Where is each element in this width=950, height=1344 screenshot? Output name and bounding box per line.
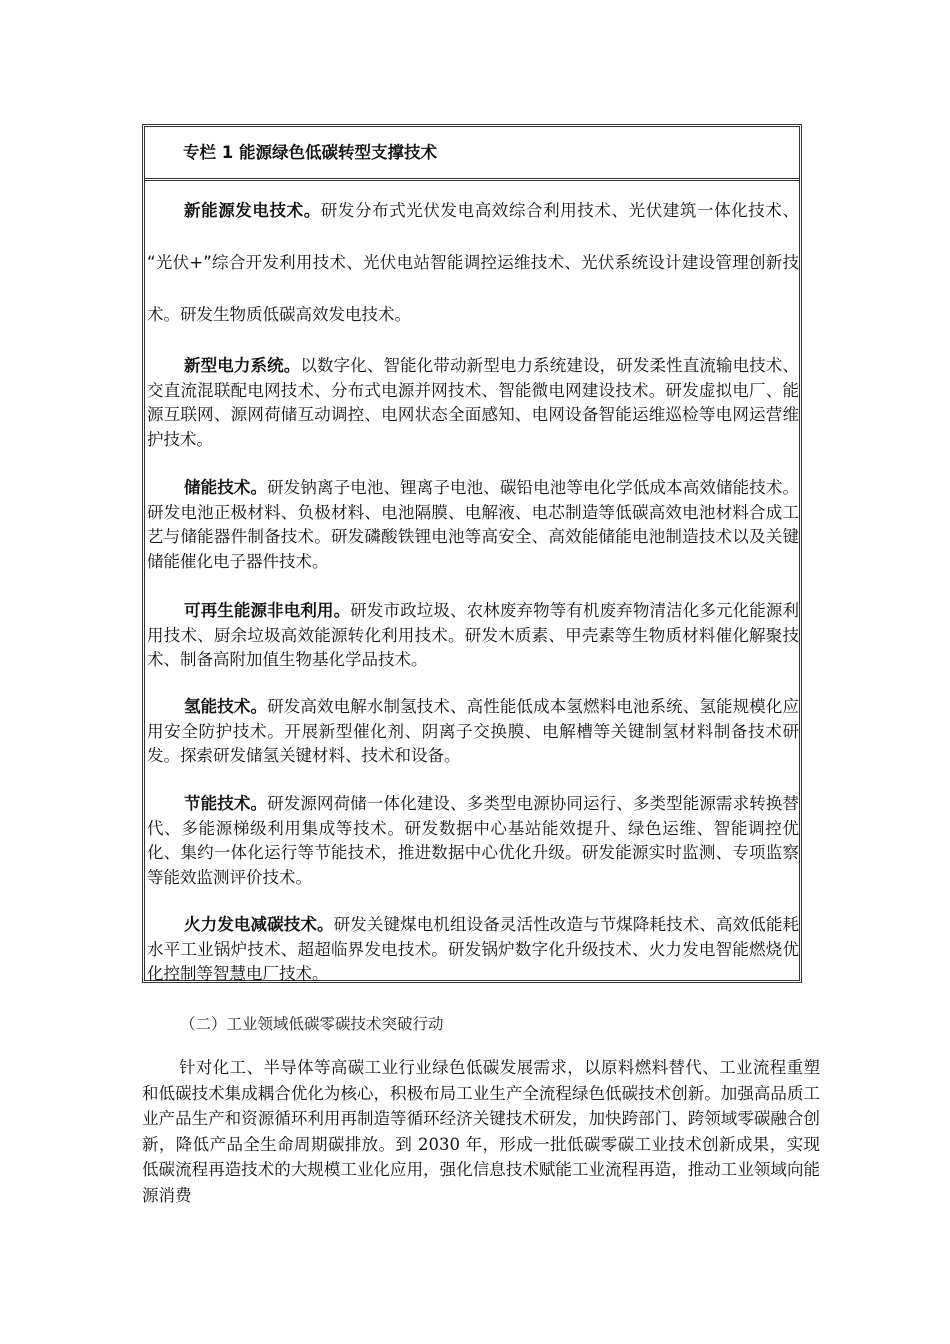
section-heading: 火力发电减碳技术。 (184, 915, 334, 934)
box-title: 专栏 1 能源绿色低碳转型支撑技术 (145, 127, 799, 181)
section-storage (147, 476, 799, 574)
section-heading: 储能技术。 (184, 478, 268, 497)
section-renewable-non-electric (147, 599, 799, 673)
section-text: 研发源网荷储一体化建设、多类型电源协同运行、多类型能源需求转换替代、多能源梯级利用集成等技术。研发数据中心基站能效提升、绿色运维、智能调控优化、集约一体化运行等节能技术，推进数据中心优化升级。研发能源实时监测、专项监察等能效监测评价技术。 (147, 794, 799, 887)
feature-box (142, 124, 802, 983)
section-hydrogen (147, 695, 799, 769)
section-heading: 可再生能源非电利用。 (184, 601, 351, 620)
subheading: （二）工业领域低碳零碳技术突破行动 (180, 1015, 444, 1033)
section-heading: 节能技术。 (184, 794, 268, 813)
section-power-system (147, 354, 799, 452)
section-heading: 新型电力系统。 (184, 356, 301, 375)
section-text: 研发钠离子电池、锂离子电池、碳铅电池等电化学低成本高效储能技术。研发电池正极材料、负极材料、电池隔膜、电解液、电芯制造等低碳高效电池材料合成工艺与储能器件制备技术。研发磷酸铁锂电池等高安全、高效能储能电池制造技术以及关键储能催化电子器件技术。 (147, 478, 799, 571)
section-energy-saving (147, 792, 799, 890)
section-text: 研发关键煤电机组设备灵活性改造与节煤降耗技术、高效低能耗水平工业锅炉技术、超超临界发电技术。研发锅炉数字化升级技术、火力发电智能燃烧优化控制等智慧电厂技术。 (147, 915, 799, 983)
section-thermal-power (147, 913, 799, 987)
section-text: 以数字化、智能化带动新型电力系统建设，研发柔性直流输电技术、交直流混联配电网技术、分布式电源并网技术、智能微电网建设技术。研发虚拟电厂、能源互联网、源网荷储互动调控、电网状态全面感知、电网设备智能运维巡检等电网运营维护技术。 (147, 356, 799, 449)
section-text: 研发高效电解水制氢技术、高性能低成本氢燃料电池系统、氢能规模化应用安全防护技术。开展新型催化剂、阴离子交换膜、电解槽等关键制氢材料制备技术研发。探索研发储氢关键材料、技术和设备。 (147, 697, 799, 765)
section-heading: 新能源发电技术。 (184, 201, 321, 220)
body-paragraph: 针对化工、半导体等高碳工业行业绿色低碳发展需求，以原料燃料替代、工业流程重塑和低碳技术集成耦合优化为核心，积极布局工业生产全流程绿色低碳技术创新。加强高品质工业产品生产和资源循环利用再制造等循环经济关键技术研发，加快跨部门、跨领域零碳融合创新，降低产品全生命周期碳排放。到 2030 年，形成一批低碳零碳工业技术创新成果，实现低碳流程再造技术的大规模工业化应用，强化信息技术赋能工业流程再造，推动工业领域向能源消费 (142, 1058, 820, 1205)
section-heading: 氢能技术。 (184, 697, 268, 716)
section-new-energy (147, 185, 799, 341)
section-text: 研发市政垃圾、农林废弃物等有机废弃物清洁化多元化能源利用技术、厨余垃圾高效能源转化利用技术。研发木质素、甲壳素等生物质材料催化解聚技术、制备高附加值生物基化学品技术。 (147, 601, 799, 669)
section-text: 研发分布式光伏发电高效综合利用技术、光伏建筑一体化技术、 “光伏+”综合开发利用技术、光伏电站智能调控运维技术、光伏系统设计建设管理创新技术。研发生物质低碳高效发电技术。 (147, 201, 800, 324)
